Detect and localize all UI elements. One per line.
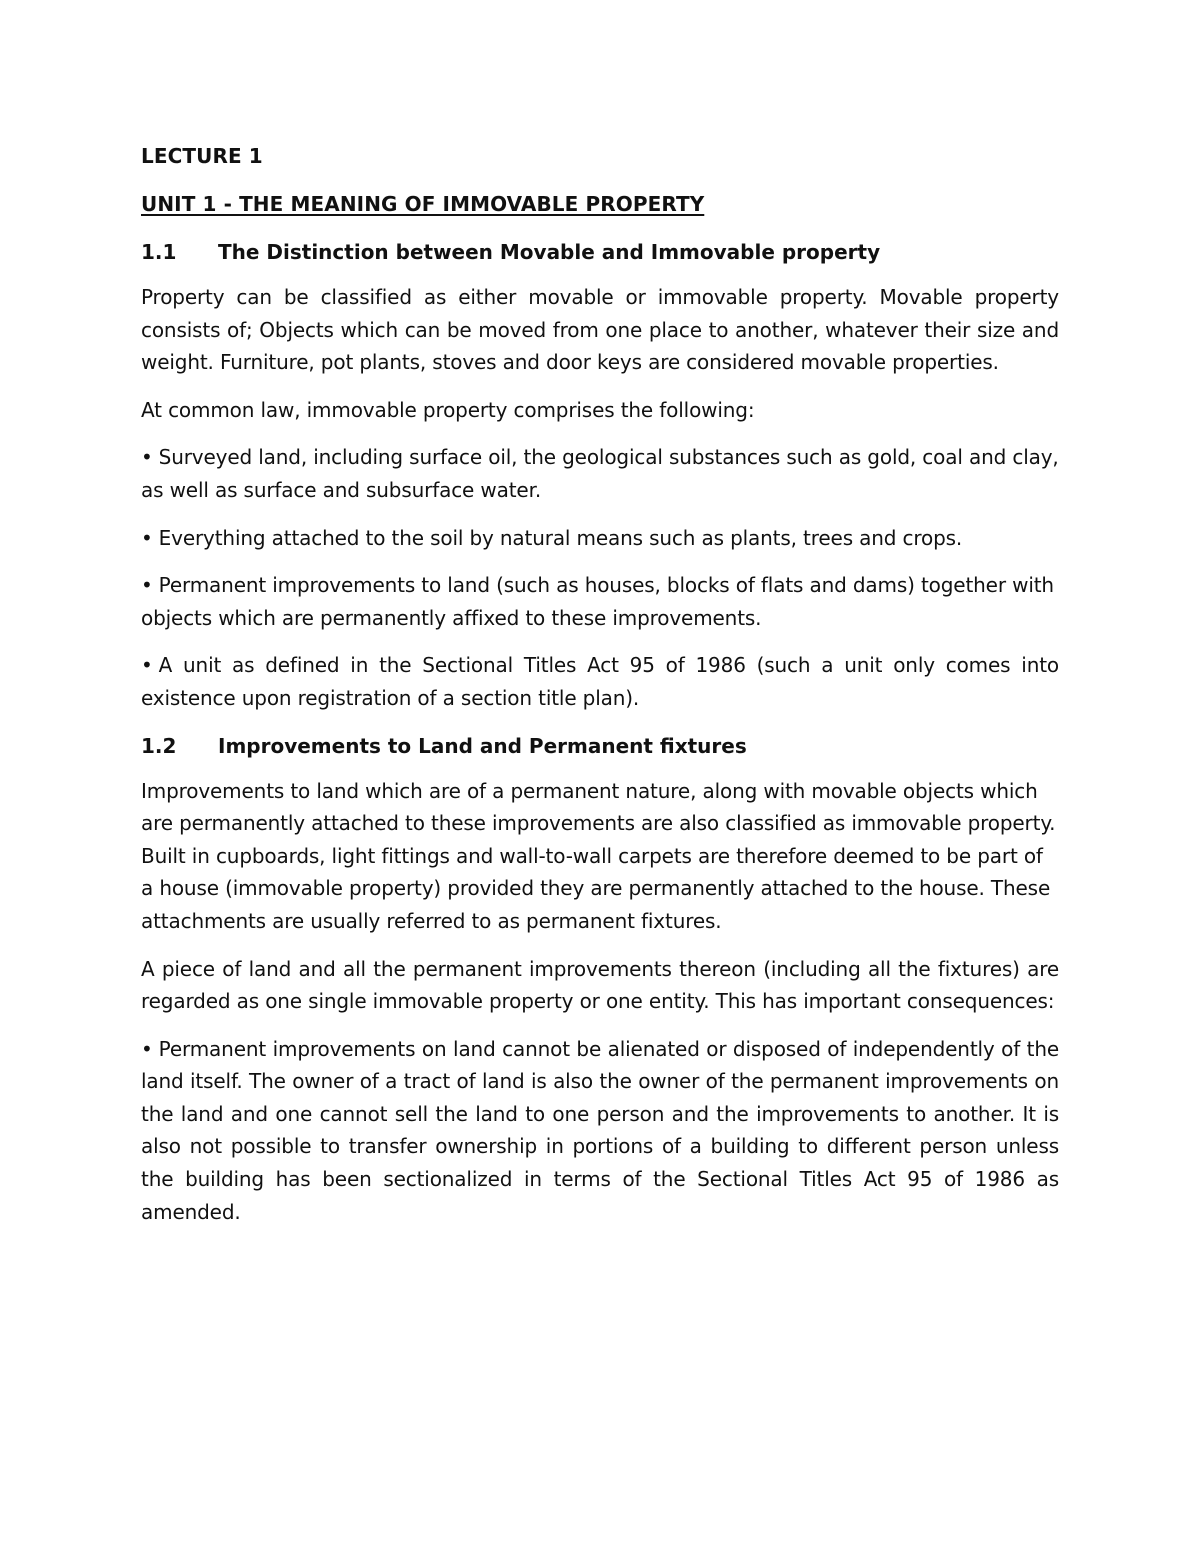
bullet-item [141,569,1059,634]
section-heading-1-2 [141,730,1059,762]
bullet-icon: • [141,1036,153,1061]
bullet-text: Permanent improvements on land cannot be alienated or disposed of independently of the land itself. The owner of a tract of land is also the owner of the permanent improvements on the land and one cannot sell the land to one person and the improvements to another. It is also not possible to transfer ownership in portions of a building to different person unless the building has been sectionalized in terms of the Sectional Titles Act 95 of 1986 as amended. [141,1036,1059,1224]
lecture-title: LECTURE 1 [141,144,263,168]
section-title: Improvements to Land and Permanent fixtures [218,733,747,758]
section-number: 1.2 [141,733,177,758]
bullet-text: Surveyed land, including surface oil, the geological substances such as gold, coal and clay, as well as surface and subsurface water. [141,445,1059,502]
bullet-text: Everything attached to the soil by natural means such as plants, trees and crops. [158,525,963,550]
section-heading-1-1 [141,236,1059,268]
bullet-item [141,441,1059,506]
unit-title: UNIT 1 - THE MEANING OF IMMOVABLE PROPERTY [141,192,705,216]
bullet-icon: • [141,653,153,678]
bullet-item [141,1033,1059,1229]
bullet-text: A unit as defined in the Sectional Titles Act 95 of 1986 (such a unit only comes into existence upon registration of a section title plan). [141,653,1059,710]
bullet-text: Permanent improvements to land (such as houses, blocks of flats and dams) together with objects which are permanently affixed to these improvements. [141,573,1054,630]
document-page [141,140,1059,1243]
bullet-item [141,649,1059,714]
paragraph: A piece of land and all the permanent improvements thereon (including all the fixtures) are regarded as one single immovable property or one entity. This has important consequences: [141,956,1059,1014]
paragraph: At common law, immovable property comprises the following: [141,397,755,422]
section-number: 1.1 [141,240,177,264]
paragraph: Property can be classified as either movable or immovable property. Movable property consists of; Objects which can be moved from one place to another, whatever their size and weight. Furniture, pot plants, stoves and door keys are considered movable properties. [141,285,1059,375]
section-title: The Distinction between Movable and Immovable property [218,240,881,264]
bullet-item [141,522,1059,555]
bullet-icon: • [141,525,153,550]
bullet-icon: • [141,573,153,598]
paragraph: Improvements to land which are of a permanent nature, along with movable objects which are permanently attached to these improvements are also classified as immovable property. Built in cupboards, light fittings and wall-to-wall carpets are therefore deemed to be part of a house (immovable property) provided they are permanently attached to the house. These attachments are usually referred to as permanent fixtures. [141,778,1056,933]
bullet-icon: • [141,445,153,470]
